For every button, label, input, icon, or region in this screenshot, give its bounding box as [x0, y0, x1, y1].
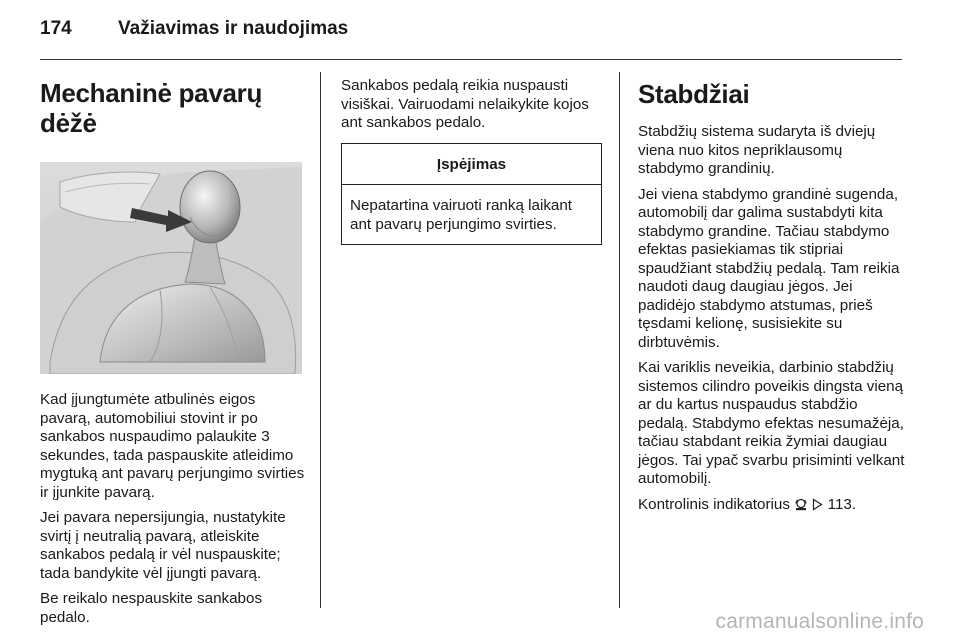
- column-divider-2: [619, 72, 620, 608]
- right-paragraph-2: Jei viena stabdymo grandinė sugenda, automobilį dar galima sustabdyti kita stabdymo grandine. Tačiau stabdymo efektas pasiekiamas tik stipriai spaudžiant stabdžių pedalą. Tam reikia naudoti daug daugiau jėgos. Jei padidėjo stabdymo atstumas, prieš tęsdami kelionę, susisiekite su dirbtuvėmis.: [638, 185, 900, 351]
- page-reference-arrow-icon: [812, 498, 823, 511]
- brake-warning-icon: [794, 497, 808, 511]
- gear-lever-illustration: [40, 162, 302, 374]
- right-column: [638, 72, 910, 521]
- header-rule: [40, 59, 902, 60]
- indicator-label: Kontrolinis indikatorius: [638, 495, 790, 513]
- warning-title: Įspėjimas: [342, 144, 601, 186]
- brakes-heading: Stabdžiai: [638, 79, 750, 109]
- warning-box: [341, 143, 602, 246]
- indicator-line: [638, 496, 910, 515]
- page-number: 174: [40, 18, 72, 39]
- left-column: [40, 72, 310, 634]
- gearbox-heading: Mechaninė pavarų dėžė: [40, 78, 263, 138]
- warning-text: Nepatartina vairuoti ranką laikant ant pavarų perjungimo svirties.: [350, 197, 573, 233]
- column-divider-1: [320, 72, 321, 608]
- section-title: Važiavimas ir naudojimas: [118, 18, 349, 39]
- page-header: [40, 18, 348, 48]
- left-paragraph-1: Kad įjungtumėte atbulinės eigos pavarą, automobiliui stovint ir po sankabos nuspaudimo palaukite 3 sekundes, tada paspauskite atleidimo mygtuką ant pavarų perjungimo svirties ir įjunkite pavarą.: [40, 391, 305, 501]
- watermark: carmanualsonline.info: [715, 610, 924, 633]
- clutch-intro: Sankabos pedalą reikia nuspausti visiškai. Vairuodami nelaikykite kojos ant sankabos pedalo.: [341, 77, 589, 131]
- left-paragraph-3: Be reikalo nespauskite sankabos pedalo.: [40, 590, 263, 626]
- indicator-page-ref: 113.: [827, 495, 857, 513]
- left-paragraph-2: Jei pavara nepersijungia, nustatykite svirtį į neutralią pavarą, atleiskite sankabos pedalą ir vėl nuspauskite; tada bandykite vėl įjungti pavarą.: [40, 509, 286, 582]
- right-paragraph-1: Stabdžių sistema sudaryta iš dviejų viena nuo kitos nepriklausomų stabdymo grandinių.: [638, 123, 876, 177]
- right-paragraph-3: Kai variklis neveikia, darbinio stabdžių sistemos cilindro poveikis dingsta vieną ar du kartus nuspaudus stabdžio pedalą. Stabdymo efektas nesumažėja, tačiau stabdant reikia žymiai daugiau jėgos. Tai ypač svarbu prisiminti velkant automobilį.: [638, 359, 905, 487]
- middle-column: [341, 77, 609, 245]
